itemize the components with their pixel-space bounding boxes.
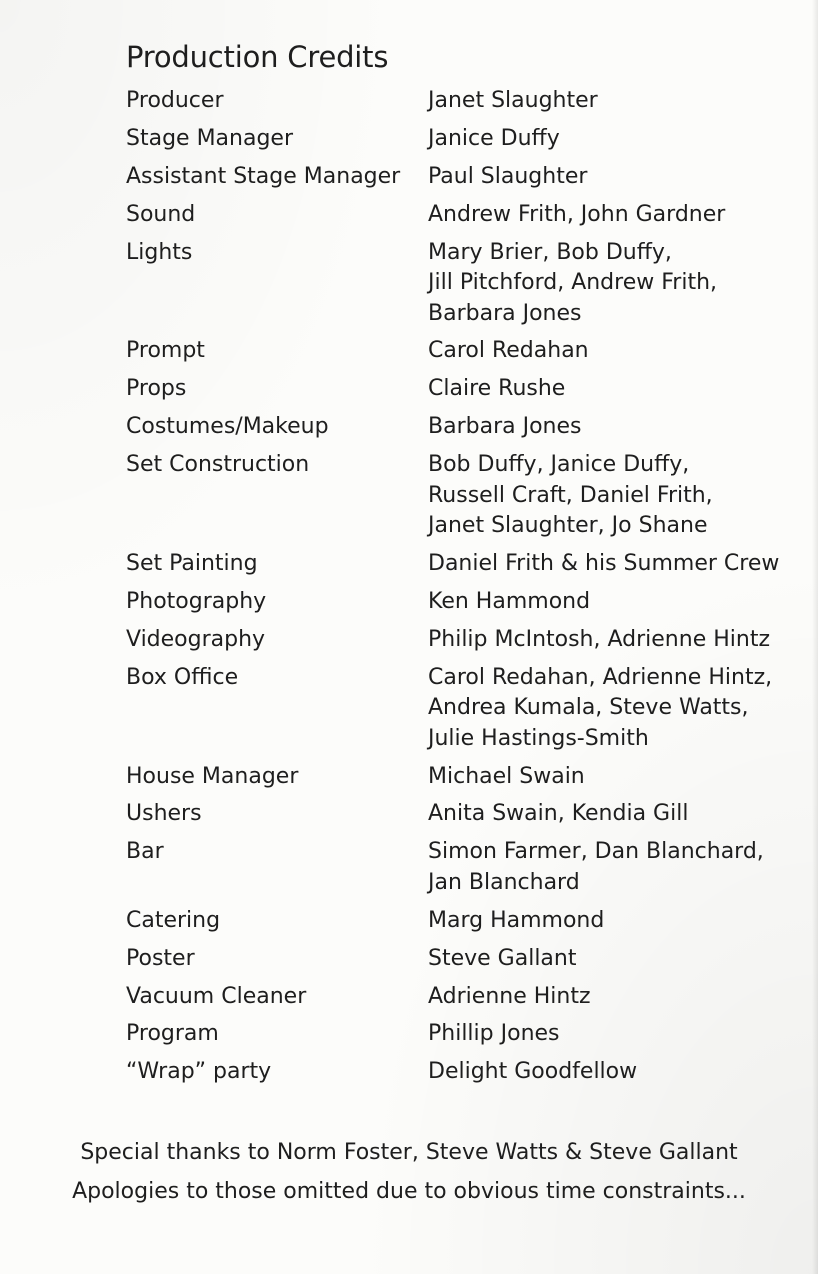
credit-row xyxy=(126,200,796,231)
credit-row xyxy=(126,944,796,975)
credit-names xyxy=(428,663,796,755)
special-thanks: Special thanks to Norm Foster, Steve Watts & Steve Gallant xyxy=(80,1140,738,1165)
credit-row xyxy=(126,625,796,656)
credit-name-line: Andrea Kumala, Steve Watts, xyxy=(428,695,749,721)
credit-name-line: Adrienne Hintz xyxy=(428,983,591,1009)
credit-role: Program xyxy=(126,1021,219,1047)
credit-row xyxy=(126,374,796,405)
credit-row xyxy=(126,1019,796,1050)
credit-name-line: Carol Redahan xyxy=(428,338,589,364)
credit-names xyxy=(428,625,796,656)
credit-name-line: Janet Slaughter xyxy=(428,88,598,113)
credit-names xyxy=(428,906,796,937)
credit-name-line: Phillip Jones xyxy=(428,1021,560,1047)
credit-role: Lights xyxy=(126,239,193,265)
credit-role: Box Office xyxy=(126,664,239,690)
credit-role: Set Painting xyxy=(126,551,258,577)
credit-names xyxy=(428,162,796,193)
credit-role: Bar xyxy=(126,839,164,865)
credit-role: Poster xyxy=(126,945,195,971)
credit-names xyxy=(428,124,796,155)
credit-name-line: Andrew Frith, John Gardner xyxy=(428,201,726,227)
credit-role: Catering xyxy=(126,907,221,933)
credit-role: Prompt xyxy=(126,338,205,364)
footer-notes xyxy=(0,1133,818,1211)
credit-role: Sound xyxy=(126,201,196,227)
page-edge-shadow xyxy=(812,0,818,1274)
credit-role: Vacuum Cleaner xyxy=(126,983,307,1009)
credit-name-line: Steve Gallant xyxy=(428,945,577,971)
credit-row xyxy=(126,837,796,898)
credit-name-line: Bob Duffy, Janice Duffy, xyxy=(428,452,690,478)
credit-role: “Wrap” party xyxy=(126,1059,272,1085)
credit-row xyxy=(126,412,796,443)
credit-name-line: Julie Hastings-Smith xyxy=(428,725,649,751)
credit-row xyxy=(126,86,796,117)
credit-names xyxy=(428,549,796,580)
credit-row xyxy=(126,162,796,193)
credit-names xyxy=(428,982,796,1013)
credit-name-line: Philip McIntosh, Adrienne Hintz xyxy=(428,626,770,652)
credit-row xyxy=(126,587,796,618)
credit-row xyxy=(126,450,796,542)
credit-name-line: Mary Brier, Bob Duffy, xyxy=(428,239,672,265)
credit-row xyxy=(126,906,796,937)
credit-name-line: Paul Slaughter xyxy=(428,163,588,189)
credit-role: Videography xyxy=(126,626,266,652)
page-title: Production Credits xyxy=(126,40,389,74)
credit-names xyxy=(428,1057,796,1088)
credit-name-line: Marg Hammond xyxy=(428,907,605,933)
credit-name-line: Jill Pitchford, Andrew Frith, xyxy=(428,270,718,296)
credit-names xyxy=(428,799,796,830)
credit-names xyxy=(428,944,796,975)
credit-role: Ushers xyxy=(126,801,202,827)
credit-row xyxy=(126,124,796,155)
credit-role: Costumes/Makeup xyxy=(126,414,329,440)
credit-names xyxy=(428,450,796,542)
credit-row xyxy=(126,1057,796,1088)
credit-row xyxy=(126,799,796,830)
apologies-note: Apologies to those omitted due to obvious time constraints... xyxy=(72,1179,746,1204)
credit-name-line: Barbara Jones xyxy=(428,414,582,440)
credit-name-line: Carol Redahan, Adrienne Hintz, xyxy=(428,664,773,690)
credit-role: Assistant Stage Manager xyxy=(126,163,401,189)
credit-name-line: Delight Goodfellow xyxy=(428,1059,638,1085)
credit-name-line: Janet Slaughter, Jo Shane xyxy=(428,513,708,539)
credit-names xyxy=(428,762,796,793)
credit-names xyxy=(428,412,796,443)
credit-name-line: Anita Swain, Kendia Gill xyxy=(428,801,689,827)
credit-row xyxy=(126,336,796,367)
credit-name-line: Ken Hammond xyxy=(428,588,591,614)
credit-row xyxy=(126,762,796,793)
credit-row xyxy=(126,663,796,755)
credit-row xyxy=(126,238,796,330)
credit-role: Set Construction xyxy=(126,452,310,478)
credit-names xyxy=(428,837,796,898)
credit-name-line: Janice Duffy xyxy=(428,125,560,151)
credits-list xyxy=(126,86,796,1095)
credit-names xyxy=(428,238,796,330)
credit-role: Photography xyxy=(126,588,267,614)
credit-role: Props xyxy=(126,376,187,402)
credit-name-line: Russell Craft, Daniel Frith, xyxy=(428,482,713,508)
credit-name-line: Michael Swain xyxy=(428,763,585,789)
credit-names xyxy=(428,374,796,405)
credit-role: Stage Manager xyxy=(126,125,293,151)
credit-name-line: Claire Rushe xyxy=(428,376,566,402)
credit-names xyxy=(428,587,796,618)
credit-names xyxy=(428,86,796,117)
credit-name-line: Simon Farmer, Dan Blanchard, xyxy=(428,839,764,865)
credit-name-line: Barbara Jones xyxy=(428,300,582,326)
credit-role: House Manager xyxy=(126,763,299,789)
credit-names xyxy=(428,1019,796,1050)
credit-role: Producer xyxy=(126,88,224,113)
credit-names xyxy=(428,200,796,231)
credit-row xyxy=(126,549,796,580)
credit-names xyxy=(428,336,796,367)
credit-row xyxy=(126,982,796,1013)
credit-name-line: Daniel Frith & his Summer Crew xyxy=(428,551,780,577)
credit-name-line: Jan Blanchard xyxy=(428,869,580,895)
